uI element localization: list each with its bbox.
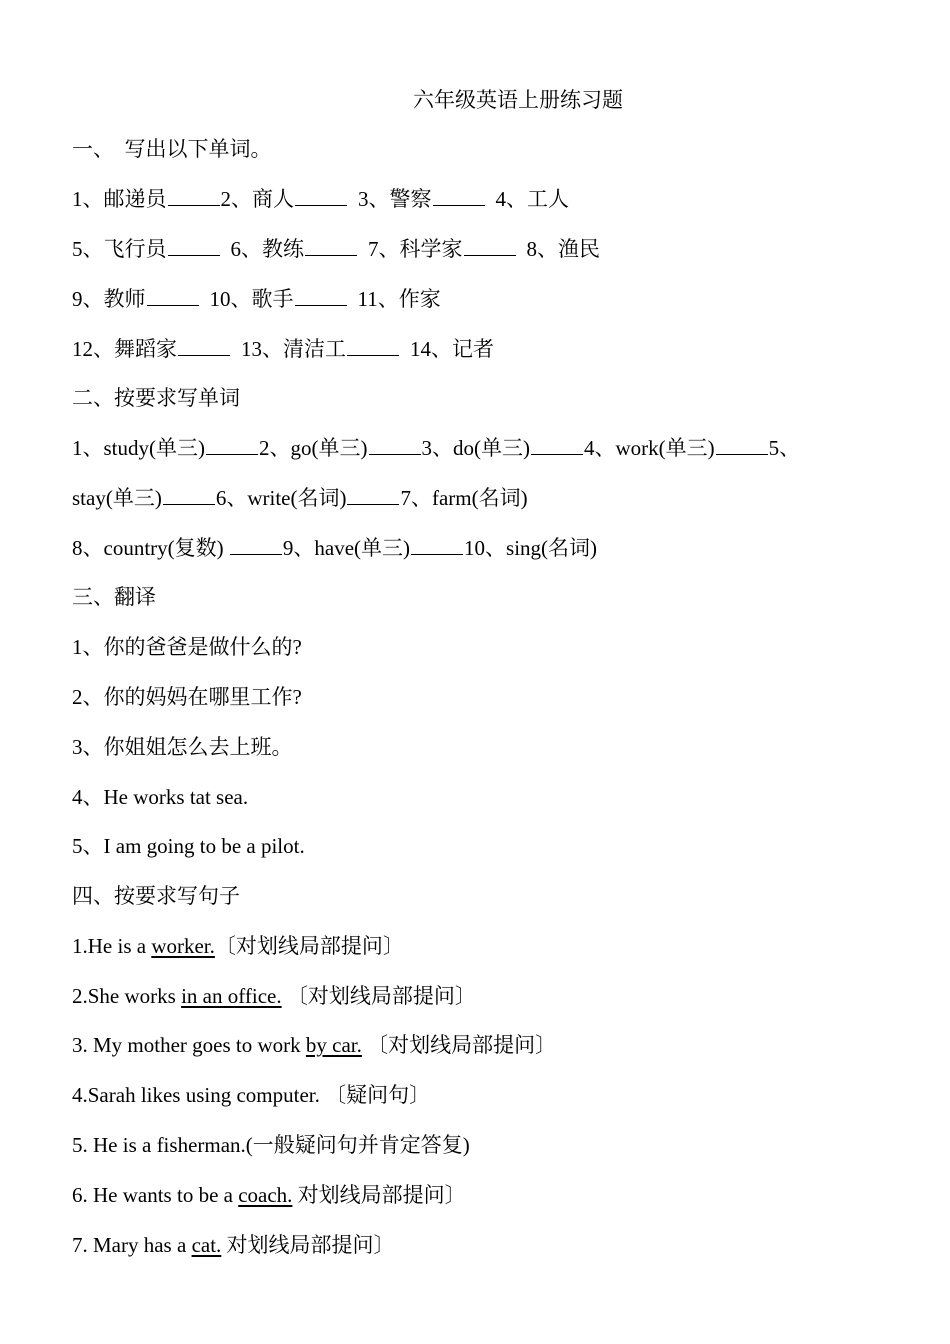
sentence-text: 2.She works bbox=[72, 984, 182, 1008]
answer-blank[interactable] bbox=[305, 237, 357, 256]
sentence-item-5: 5. He is a fisherman.(一般疑问句并肯定答复) bbox=[72, 1133, 470, 1157]
section-1-row-2 bbox=[72, 235, 600, 263]
section-2-heading: 二、按要求写单词 bbox=[72, 386, 240, 410]
item-label: 10、sing(名词) bbox=[464, 536, 598, 560]
instruction-text: 〔对划线局部提问〕 bbox=[281, 984, 476, 1008]
item-label: 5、 bbox=[768, 436, 801, 460]
item-label: 5、飞行员 bbox=[72, 237, 167, 261]
item-label: 3、do(单三) bbox=[421, 436, 530, 460]
translation-item: 1、你的爸爸是做什么的? bbox=[72, 635, 302, 659]
answer-blank[interactable] bbox=[433, 187, 485, 206]
translation-item: 3、你姐姐怎么去上班。 bbox=[72, 735, 293, 759]
sentence-text: 3. My mother goes to work bbox=[72, 1033, 306, 1057]
answer-blank[interactable] bbox=[168, 237, 220, 256]
translation-item: 4、He works tat sea. bbox=[72, 785, 249, 809]
underlined-phrase: in an office. bbox=[181, 984, 282, 1008]
item-label: 11、作家 bbox=[357, 287, 441, 311]
answer-blank[interactable] bbox=[369, 436, 421, 455]
section-1-row-4 bbox=[72, 335, 494, 363]
section-3-heading: 三、翻译 bbox=[72, 585, 156, 609]
item-label: 9、have(单三) bbox=[282, 536, 411, 560]
underlined-phrase: by car. bbox=[305, 1033, 362, 1057]
sentence-item-6 bbox=[72, 1181, 466, 1209]
sentence-item-3 bbox=[72, 1031, 556, 1059]
answer-blank[interactable] bbox=[178, 337, 230, 356]
instruction-text: 对划线局部提问〕 bbox=[292, 1183, 466, 1207]
underlined-phrase: cat. bbox=[191, 1233, 222, 1257]
item-label: 1、study(单三) bbox=[72, 436, 205, 460]
answer-blank[interactable] bbox=[716, 436, 768, 455]
item-label: 4、work(单三) bbox=[584, 436, 715, 460]
item-label: 9、教师 bbox=[72, 287, 146, 311]
item-label: 6、write(名词) bbox=[215, 486, 347, 510]
section-2-row-1 bbox=[72, 434, 800, 462]
item-label: 4、工人 bbox=[495, 187, 569, 211]
item-label: 2、商人 bbox=[220, 187, 294, 211]
item-label: 7、farm(名词) bbox=[400, 486, 528, 510]
translation-item: 2、你的妈妈在哪里工作? bbox=[72, 685, 302, 709]
item-label: 12、舞蹈家 bbox=[72, 337, 177, 361]
sentence-item-4: 4.Sarah likes using computer. 〔疑问句〕 bbox=[72, 1083, 431, 1107]
section-1-heading: 一、 写出以下单词。 bbox=[72, 137, 272, 161]
item-label: 6、教练 bbox=[230, 237, 304, 261]
answer-blank[interactable] bbox=[230, 536, 282, 555]
item-label: 10、歌手 bbox=[209, 287, 294, 311]
sentence-item-1 bbox=[72, 932, 404, 960]
sentence-text: 6. He wants to be a bbox=[72, 1183, 239, 1207]
answer-blank[interactable] bbox=[347, 486, 399, 505]
item-label: 1、邮递员 bbox=[72, 187, 167, 211]
answer-blank[interactable] bbox=[147, 287, 199, 306]
section-2-row-3 bbox=[72, 534, 597, 562]
item-label: 2、go(单三) bbox=[259, 436, 368, 460]
item-label: 8、country(复数) bbox=[72, 536, 229, 560]
sentence-item-7 bbox=[72, 1231, 395, 1259]
item-label: 3、警察 bbox=[358, 187, 432, 211]
sentence-text: 7. Mary has a bbox=[72, 1233, 192, 1257]
sentence-item-2 bbox=[72, 982, 476, 1010]
item-label: 7、科学家 bbox=[368, 237, 463, 261]
answer-blank[interactable] bbox=[464, 237, 516, 256]
section-1-row-1 bbox=[72, 185, 569, 213]
section-2-row-2 bbox=[72, 484, 528, 512]
underlined-phrase: worker. bbox=[151, 934, 215, 958]
answer-blank[interactable] bbox=[168, 187, 220, 206]
section-4-heading: 四、按要求写句子 bbox=[72, 884, 240, 908]
answer-blank[interactable] bbox=[295, 187, 347, 206]
item-label: stay(单三) bbox=[72, 486, 162, 510]
instruction-text: 〔对划线局部提问〕 bbox=[214, 934, 404, 958]
answer-blank[interactable] bbox=[411, 536, 463, 555]
instruction-text: 〔对划线局部提问〕 bbox=[361, 1033, 557, 1057]
answer-blank[interactable] bbox=[206, 436, 258, 455]
page-title: 六年级英语上册练习题 bbox=[413, 88, 623, 112]
answer-blank[interactable] bbox=[295, 287, 347, 306]
translation-item: 5、I am going to be a pilot. bbox=[72, 834, 305, 858]
item-label: 13、清洁工 bbox=[241, 337, 346, 361]
item-label: 8、渔民 bbox=[526, 237, 600, 261]
answer-blank[interactable] bbox=[531, 436, 583, 455]
instruction-text: 对划线局部提问〕 bbox=[221, 1233, 395, 1257]
item-label: 14、记者 bbox=[410, 337, 494, 361]
answer-blank[interactable] bbox=[347, 337, 399, 356]
underlined-phrase: coach. bbox=[238, 1183, 293, 1207]
answer-blank[interactable] bbox=[163, 486, 215, 505]
sentence-text: 1.He is a bbox=[72, 934, 152, 958]
section-1-row-3 bbox=[72, 285, 441, 313]
